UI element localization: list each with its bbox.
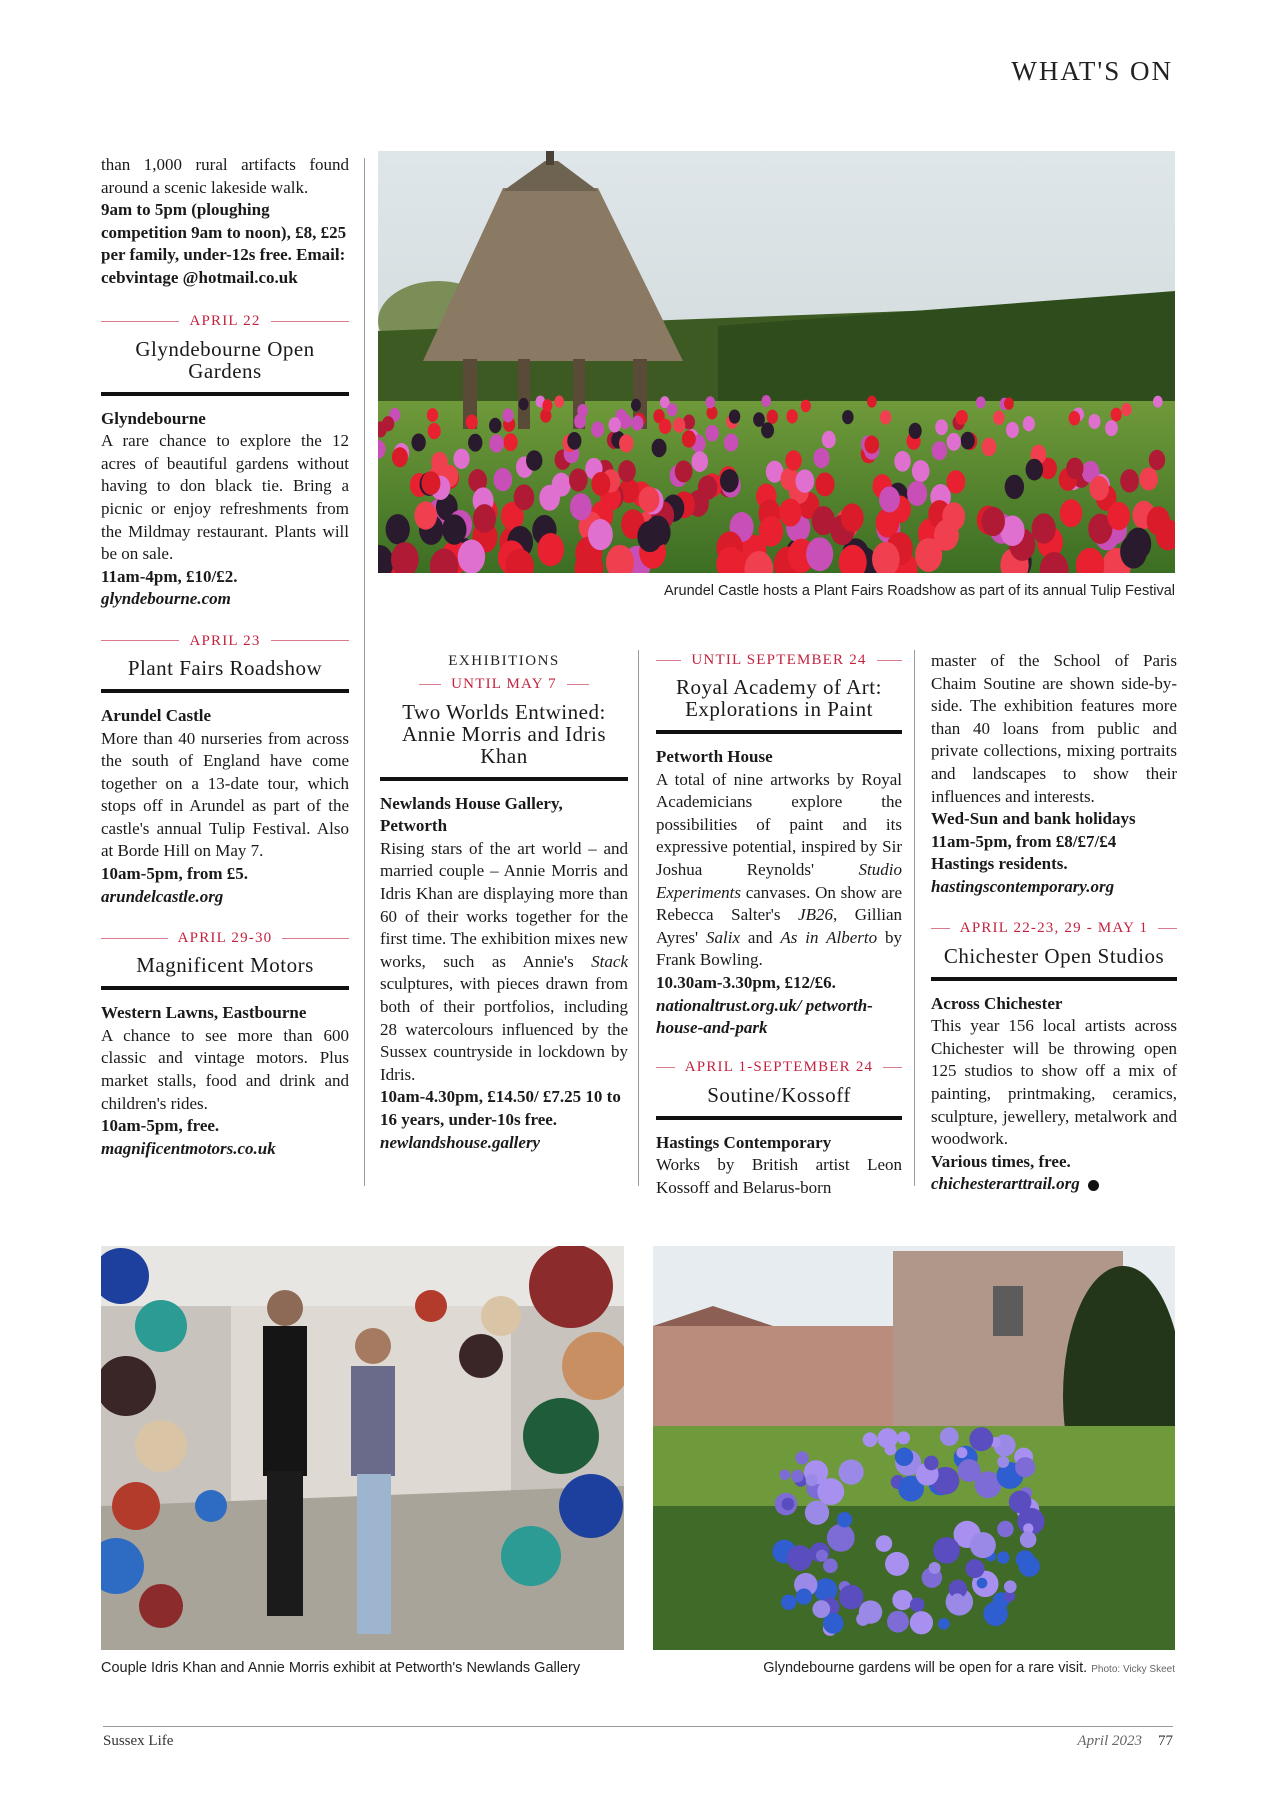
event-date: APRIL 22 — [101, 312, 349, 332]
event-title: Soutine/Kossoff — [656, 1084, 902, 1120]
event-description: A chance to see more than 600 classic and vintage motors. Plus market stalls, food and drink and children's rides. — [101, 1025, 349, 1113]
event-description: Rising stars of the art world – and married couple – Annie Morris and Idris Khan are displaying more than 60 of their works together for the first time. The exhibition mixes new works, such as Annie's Stack sculptures, with pieces drawn from both of their portfolios, including 28 watercolours influenced by the Sussex countryside in lockdown by Idris. — [380, 838, 628, 1084]
event-date: APRIL 23 — [101, 631, 349, 651]
event-date: APRIL 29-30 — [101, 928, 349, 948]
event-venue: Newlands House Gallery, Petworth — [380, 793, 563, 836]
event-link[interactable]: nationaltrust.org.uk/ petworth-house-and-park — [656, 995, 873, 1038]
event-description: A rare chance to explore the 12 acres of beautiful gardens without having to don black tie. Bring a picnic or enjoy refreshments from the Mildmay restaurant. Plants will be on sale. — [101, 431, 349, 564]
event-title: Chichester Open Studios — [931, 945, 1177, 981]
continued-text: master of the School of Paris Chaim Soutine are shown side-by-side. The exhibition features more than 40 loans from public and private collections, mixing portraits and landscapes to show their influences and interests. — [931, 651, 1177, 806]
event-link[interactable]: chichesterarttrail.org — [931, 1173, 1177, 1196]
column-rule — [914, 650, 915, 1186]
end-mark-icon — [1088, 1180, 1099, 1191]
event-info: 9am to 5pm (ploughing competition 9am to noon), £8, £25 per family, under-12s free. Email: cebvintage @hotmail.co.uk — [101, 200, 347, 287]
tulip-festival-photo — [378, 151, 1175, 573]
column-rule — [364, 158, 365, 1186]
photo-credit: Photo: Vicky Skeet — [1091, 1664, 1175, 1675]
event-link[interactable]: newlandshouse.gallery — [380, 1132, 541, 1152]
glyndebourne-gardens-photo — [653, 1246, 1175, 1650]
column-3 — [656, 650, 902, 1200]
column-1 — [101, 154, 349, 1160]
event-info: Various times, free. — [931, 1151, 1071, 1171]
event-date: UNTIL SEPTEMBER 24 — [656, 650, 902, 670]
event-description: A total of nine artworks by Royal Academicians explore the possibilities of paint and its expressive potential, inspired by Sir Joshua Reynolds' Studio Experiments canvases. On show are Rebecca Salter's JB26, Gillian Ayres' Salix and As in Alberto by Frank Bowling. — [656, 769, 902, 970]
event-info: 10am-5pm, from £5. — [101, 864, 248, 884]
category-label: EXHIBITIONS — [448, 653, 560, 669]
page-number: 77 — [1158, 1733, 1173, 1749]
bottom-left-caption: Couple Idris Khan and Annie Morris exhibit at Petworth's Newlands Gallery — [101, 1660, 581, 1676]
event-link[interactable]: magnificentmotors.co.uk — [101, 1138, 276, 1158]
magazine-name: Sussex Life — [103, 1733, 174, 1749]
event-venue: Across Chichester — [931, 993, 1063, 1013]
column-rule — [638, 650, 639, 1186]
event-venue: Western Lawns, Eastbourne — [101, 1003, 307, 1023]
event-venue: Arundel Castle — [101, 705, 212, 725]
event-title: Plant Fairs Roadshow — [101, 657, 349, 693]
event-description: Works by British artist Leon Kossoff and Belarus-born — [656, 1155, 902, 1197]
continued-text: than 1,000 rural artifacts found around a scenic lakeside walk. — [101, 155, 349, 197]
page-footer — [103, 1726, 1173, 1750]
issue-date: April 2023 — [1077, 1733, 1142, 1749]
event-info: 11am-4pm, £10/£2. — [101, 566, 238, 586]
event-date: UNTIL MAY 7 — [380, 675, 628, 695]
section-title: WHAT'S ON — [1011, 56, 1173, 86]
event-venue: Hastings Contemporary — [656, 1132, 832, 1152]
top-photo-caption: Arundel Castle hosts a Plant Fairs Roadshow as part of its annual Tulip Festival — [664, 583, 1175, 599]
event-date: APRIL 1-SEPTEMBER 24 — [656, 1058, 902, 1078]
artists-studio-photo — [101, 1246, 624, 1650]
event-title: Royal Academy of Art: Explorations in Paint — [656, 676, 902, 734]
event-info: 10am-4.30pm, £14.50/ £7.25 10 to 16 years, under-10s free. — [380, 1087, 621, 1129]
event-description: More than 40 nurseries from across the south of England have come together on a 13-date tour, which stops off in Arundel as part of the castle's annual Tulip Festival. Also at Borde Hill on May 7. — [101, 728, 349, 861]
event-title: Glyndebourne Open Gardens — [101, 338, 349, 396]
column-2 — [380, 650, 628, 1154]
event-info: 10am-5pm, free. — [101, 1116, 220, 1136]
event-date: APRIL 22-23, 29 - MAY 1 — [931, 919, 1177, 939]
event-venue: Glyndebourne — [101, 408, 206, 428]
event-description: This year 156 local artists across Chichester will be throwing open 125 studios to show off a mix of painting, printmaking, ceramics, sculpture, jewellery, metalwork and woodwork. — [931, 1016, 1177, 1149]
column-4 — [931, 650, 1177, 1196]
event-title: Magnificent Motors — [101, 954, 349, 990]
bottom-right-caption: Glyndebourne gardens will be open for a rare visit. Photo: Vicky Skeet — [763, 1660, 1175, 1676]
event-link[interactable]: hastingscontemporary.org — [931, 876, 1115, 896]
event-info: Wed-Sun and bank holidays 11am-5pm, from £8/£7/£4 Hastings residents. — [931, 809, 1136, 874]
event-link[interactable]: glyndebourne.com — [101, 589, 231, 609]
event-venue: Petworth House — [656, 747, 773, 766]
event-title: Two Worlds Entwined: Annie Morris and Idris Khan — [380, 701, 628, 781]
event-link[interactable]: arundelcastle.org — [101, 886, 224, 906]
event-info: 10.30am-3.30pm, £12/£6. — [656, 972, 836, 992]
